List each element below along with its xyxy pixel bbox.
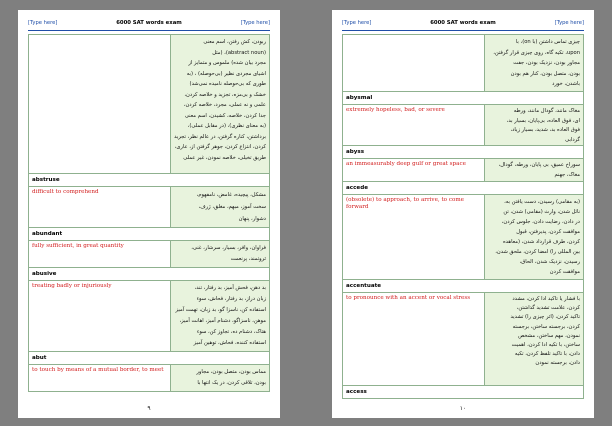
word-row (29, 228, 269, 241)
table-row (29, 365, 269, 391)
header-title: 6000 SAT words exam (430, 20, 496, 26)
table-row (29, 187, 269, 228)
persian-definition: مغاک مانند، گودال مانند، ورطه ای، فوق العاده، بی‌پایان، بسیار بد، فوق العاده بد، شدید، بسیار زیاد، گردابی (506, 108, 580, 143)
table-row (29, 241, 269, 268)
headword: abysmal (346, 95, 373, 101)
page-number: ۱۰ (459, 405, 467, 412)
word-row (29, 352, 269, 365)
english-definition (29, 35, 171, 173)
english-definition: to touch by means of a mutual border, to meet (29, 365, 171, 391)
headword: accede (346, 185, 368, 191)
header-title: 6000 SAT words exam (116, 20, 182, 26)
table-row (343, 159, 583, 182)
headword: abstruse (32, 177, 60, 183)
word-row (29, 268, 269, 281)
word-row (29, 174, 269, 187)
english-definition: an immeasurably deep gulf or great space (343, 159, 485, 181)
word-row (343, 386, 583, 398)
page-number: ۹ (147, 405, 151, 412)
persian-definition: سوراخ عمیق، بی پایان، ورطه، گودال، مغاک، جهنم (498, 162, 580, 178)
english-definition: fully sufficient, in great quantity (29, 241, 171, 267)
header-left-placeholder[interactable]: [Type here] (28, 20, 58, 26)
persian-definition: با فشار یا تاکید ادا کردن، مشدد کردن، علامت تشدید گذاشتن، تاکید کردن، (اثر چیزی را) تشدید کردن، برجسته ساختن، برجسته نمودن، مهم ساختن، مشخص ساختن، با تکیه ادا کردن، اهمیت دادن، با تاکید تلفظ کردن، تکیه دادن، برجسته نمودن (510, 296, 580, 367)
english-definition: treating badly or injuriously (29, 281, 171, 351)
header-right-placeholder[interactable]: [Type here] (240, 20, 270, 26)
table-row (343, 195, 583, 280)
table-row (343, 105, 583, 146)
vocab-table (28, 34, 270, 392)
headword: accentuate (346, 283, 382, 289)
english-definition: difficult to comprehend (29, 187, 171, 227)
word-row (343, 92, 583, 105)
headword: abut (32, 355, 47, 361)
word-row (343, 182, 583, 195)
headword: access (346, 389, 367, 395)
persian-definition: فراوان، وافر، بسیار، سرشار، غنی، ثروتمند، پرنعمت (191, 245, 266, 262)
word-row (343, 280, 583, 293)
persian-definition: (به مقامی) رسیدن، دست یافتن به، نائل شدن، وارث (مقامی) شدن، تن در دادن، رضایت دادن، جلوس کردن، موافقت کردن، پذیرفتن، قبول کردن، طرف قرارداد شدن، (معاهده بین المللی را) امضا کردن، ملحق شدن، رسیدن، نزدیک شدن، الحاق، موافقت کردن (495, 199, 580, 275)
headword: abyss (346, 149, 365, 155)
header-right-placeholder[interactable]: [Type here] (554, 20, 584, 26)
header-left-placeholder[interactable]: [Type here] (342, 20, 372, 26)
page-10 (332, 10, 594, 418)
persian-definition: بد دهن، فحش آمیز، بد رفتار، تند، زبان دراز، بد رفتار، فحاش، سوء استفاده کن، ناسزا گو، بد زبان، تهمت آمیز موهن، ناسزاگو، دشنام آمیز، اهانت آمیز، هتاک، دشنام ده، تجاوز کن، سوء استفاده کننده، فحاش، توهین آمیز (175, 285, 266, 346)
persian-definition: ربودن، کش رفتن، اسم معنی (abstract noun)، (مثل مجرد بیان شده) ملموس و متمایز از اشیای مجردی نظیر (بی‌حوصله) ، (به طوری که بی‌حوصله نامیده نمی‌شد) خشک و بی‌مزه، تجزید و خلاصه کردن، علمی و نه عملی، مجرد، خلاصه کردن، جدا کردن، خلاصه، کشیدن، اسم معنی (به معنای نظری)، (در مقابل عملی)، برداشتن، کناره گرفتن، در عالم نظر، تجرید کردن، انتزاع کردن، جوهر گرفتن از، عاری، طریق تخیلی، خلاصه نمودن، غیر عملی (174, 39, 266, 161)
vocab-table (342, 34, 584, 399)
persian-definition: مماس بودن، متصل بودن، مجاور بودن، تلاقی کردن، در یک انتها با (196, 369, 266, 386)
persian-definition: چیزی تماس داشتن (با on)، با upon، تکیه گاه، روی چیزی قرار گرفتن، مجاور بودن، نزدیک بودن، جفت بودن، متصل بودن، کنار هم بودن باشدن، خورد (493, 39, 580, 87)
table-row (343, 35, 583, 92)
english-definition (343, 35, 485, 91)
word-row (343, 146, 583, 159)
table-row (343, 293, 583, 386)
table-row (29, 281, 269, 352)
page-9 (18, 10, 280, 418)
table-row (29, 35, 269, 174)
english-definition: extremely hopeless, bad, or severe (343, 105, 485, 145)
headword: abundant (32, 231, 63, 237)
page-header (342, 16, 584, 31)
page-header (28, 16, 270, 31)
english-definition: (obsolete) to approach, to arrive, to come forward (343, 195, 485, 279)
headword: abusive (32, 271, 57, 277)
english-definition: to pronounce with an accent or vocal stress (343, 293, 485, 385)
persian-definition: مشکل، پیچیده، غامض، نامفهوم، سخت آموز، مبهم، مغلق، ژرف، دشوار، پنهان (196, 192, 266, 222)
